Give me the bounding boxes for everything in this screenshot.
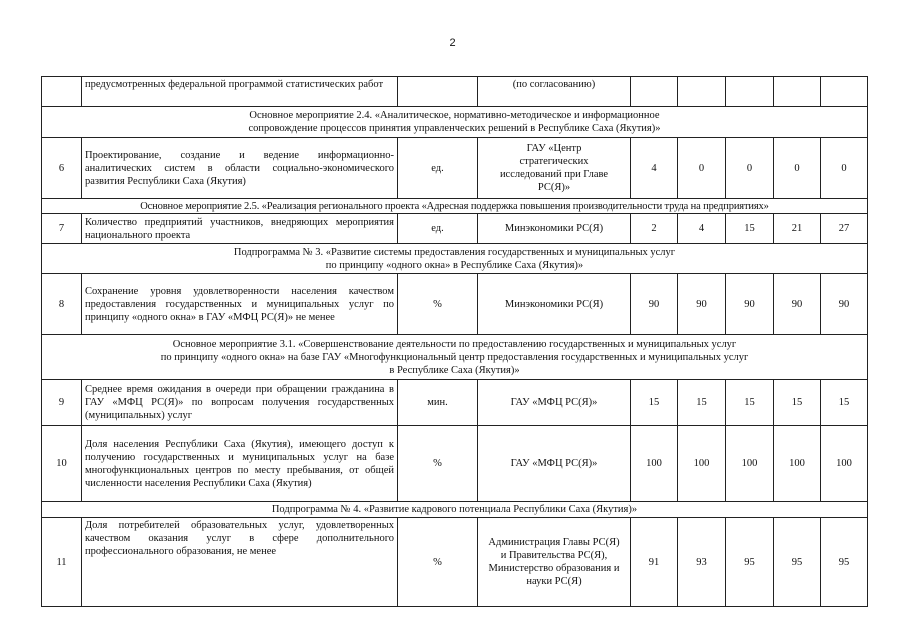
value-cell: 90 [631,274,678,335]
value-cell [678,77,726,107]
unit-cell: ед. [398,214,478,244]
responsible-cell: Минэкономики РС(Я) [478,214,631,244]
value-cell: 0 [774,138,821,199]
indicator-name: Количество предприятий участников, внедряющих мероприятия национального проекта [82,214,398,244]
value-cell: 15 [726,214,774,244]
value-cell: 15 [631,380,678,426]
value-cell: 21 [774,214,821,244]
value-cell: 100 [678,426,726,502]
value-cell: 15 [821,380,868,426]
row-number: 8 [42,274,82,335]
responsible-cell: Администрация Главы РС(Я) и Правительства РС(Я), Министерство образования и науки РС(Я) [478,518,631,607]
value-cell: 90 [821,274,868,335]
table-row [42,380,868,426]
row-number [42,77,82,107]
section-header-line: по принципу «одного окна» в Республике Саха (Якутия)» [325,259,584,271]
section-header-line: Подпрограмма № 4. «Развитие кадрового потенциала Республики Саха (Якутия)» [271,504,638,515]
value-cell: 90 [726,274,774,335]
section-header [42,335,868,380]
responsible-cell: (по согласованию) [478,77,631,107]
value-cell: 27 [821,214,868,244]
section-header-row [42,502,868,518]
value-cell: 15 [678,380,726,426]
unit-cell: мин. [398,380,478,426]
value-cell: 90 [678,274,726,335]
value-cell [726,77,774,107]
section-header-row [42,335,868,380]
section-header-line: Основное мероприятие 2.4. «Аналитическое, нормативно-методическое и информационное [249,110,660,121]
table-row [42,518,868,607]
section-header-line: в Республике Саха (Якутия)» [389,364,520,376]
section-header [42,502,868,518]
value-cell: 95 [821,518,868,607]
section-header-line: Подпрограмма № 3. «Развитие системы предоставления государственных и муниципальных услуг [233,246,676,258]
responsible-cell: ГАУ «МФЦ РС(Я)» [478,380,631,426]
unit-cell: % [398,518,478,607]
section-header [42,244,868,274]
value-cell: 15 [726,380,774,426]
responsible-cell: ГАУ «МФЦ РС(Я)» [478,426,631,502]
unit-cell: % [398,426,478,502]
section-header-line: по принципу «одного окна» на базе ГАУ «Многофункциональный центр предоставления государственных и муниципальных услуг [160,351,749,363]
indicators-table [41,76,868,607]
value-cell: 95 [774,518,821,607]
row-number: 11 [42,518,82,607]
value-cell: 0 [821,138,868,199]
value-cell: 100 [726,426,774,502]
value-cell: 4 [678,214,726,244]
page-number: 2 [449,37,456,49]
row-number: 6 [42,138,82,199]
table-row [42,426,868,502]
value-cell [631,77,678,107]
section-header [42,107,868,138]
responsible-cell: Минэкономики РС(Я) [478,274,631,335]
section-header-row [42,199,868,214]
table-row [42,214,868,244]
section-header [42,199,868,214]
table-row [42,77,868,107]
unit-cell: ед. [398,138,478,199]
value-cell: 4 [631,138,678,199]
section-header-row [42,107,868,138]
indicator-name: Доля потребителей образовательных услуг, удовлетворенных качеством оказания услуг в сфере дополнительного профессионального образования, не менее [82,518,398,607]
value-cell: 90 [774,274,821,335]
section-header-line: сопровождение процессов принятия управленческих решений в Республике Саха (Якутия)» [248,123,661,134]
value-cell: 91 [631,518,678,607]
indicator-name: предусмотренных федеральной программой статистических работ [82,77,398,107]
value-cell [821,77,868,107]
value-cell: 0 [726,138,774,199]
value-cell: 2 [631,214,678,244]
section-header-line: Основное мероприятие 3.1. «Совершенствование деятельности по предоставлению государственных и муниципальных услуг [172,338,737,350]
indicator-name: Проектирование, создание и ведение информационно-аналитических систем в области социально-экономического развития Республики Саха (Якутия) [82,138,398,199]
value-cell: 93 [678,518,726,607]
responsible-cell: ГАУ «Центр стратегических исследований при Главе РС(Я)» [478,138,631,199]
table-row [42,274,868,335]
section-header-line: Основное мероприятие 2.5. «Реализация регионального проекта «Адресная поддержка повышения производительности труда на предприятиях» [140,200,769,212]
unit-cell: % [398,274,478,335]
row-number: 7 [42,214,82,244]
row-number: 10 [42,426,82,502]
value-cell: 100 [821,426,868,502]
indicator-name: Доля населения Республики Саха (Якутия), имеющего доступ к получению государственных и муниципальных услуг на базе многофункциональных центров по месту пребывания, от общей численности населения Республики Саха (Якутия) [82,426,398,502]
value-cell: 95 [726,518,774,607]
table-row [42,138,868,199]
unit-cell [398,77,478,107]
indicator-name: Среднее время ожидания в очереди при обращении гражданина в ГАУ «МФЦ РС(Я)» по вопросам получения государственных (муниципальных) услуг [82,380,398,426]
section-header-row [42,244,868,274]
value-cell: 100 [774,426,821,502]
value-cell [774,77,821,107]
row-number: 9 [42,380,82,426]
value-cell: 100 [631,426,678,502]
value-cell: 0 [678,138,726,199]
indicator-name: Сохранение уровня удовлетворенности населения качеством предоставления государственных и муниципальных услуг по принципу «одного окна» в ГАУ «МФЦ РС(Я)» не менее [82,274,398,335]
value-cell: 15 [774,380,821,426]
